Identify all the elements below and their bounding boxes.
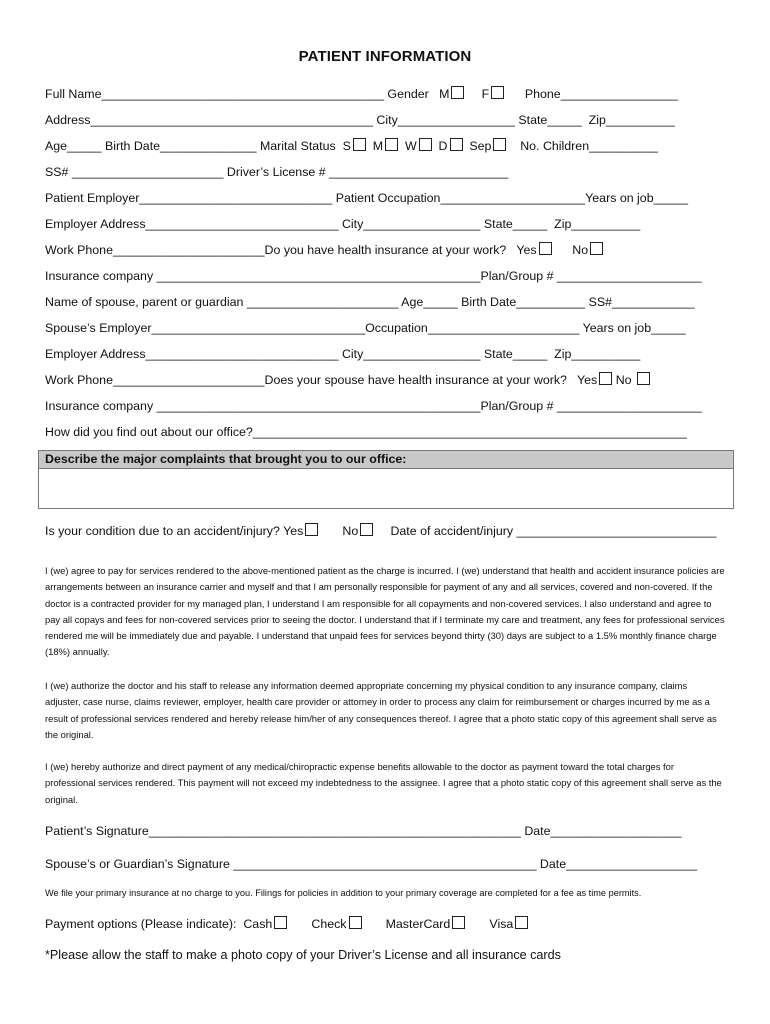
field-label: Full Name_________________________________________ Gender M xyxy=(45,87,450,101)
form-row[interactable] xyxy=(45,164,508,180)
checkbox[interactable] xyxy=(491,86,504,99)
checkbox[interactable] xyxy=(515,916,528,929)
field-label: Address_________________________________________ City_________________ State_____ Zip__________ xyxy=(45,113,675,127)
footer-note: *Please allow the staff to make a photo copy of your Driver’s License and all insurance cards xyxy=(45,948,561,962)
form-row[interactable] xyxy=(45,138,658,154)
checkbox[interactable] xyxy=(590,242,603,255)
payment-options-row xyxy=(45,916,528,932)
field-label: Name of spouse, parent or guardian ______________________ Age_____ Birth Date__________ SS#____________ xyxy=(45,295,695,309)
form-row[interactable] xyxy=(45,320,686,336)
field-label: Insurance company _______________________________________________Plan/Group # _____________________ xyxy=(45,399,702,413)
complaints-header: Describe the major complaints that brought you to our office: xyxy=(39,451,733,469)
field-label: Employer Address____________________________ City_________________ State_____ Zip__________ xyxy=(45,217,641,231)
form-row[interactable] xyxy=(45,112,675,128)
field-label: Visa xyxy=(465,917,514,931)
form-row[interactable] xyxy=(45,372,650,388)
assignment-paragraph: I (we) hereby authorize and direct payment of any medical/chiropractic expense benefits allowable to the doctor as payment toward the total charges for professional services rendered. This payment will not exceed my indebtedness to the assignee. I agree that a photo static copy of this agreement shall serve as the original. xyxy=(45,761,722,805)
field-label: Phone_________________ xyxy=(504,87,678,101)
patient-signature-line[interactable]: Patient’s Signature______________________________________________________ Date___________________ xyxy=(45,824,682,838)
field-label: MasterCard xyxy=(361,917,451,931)
field-label: Sep xyxy=(462,139,492,153)
checkbox[interactable] xyxy=(274,916,287,929)
form-row[interactable] xyxy=(45,424,687,440)
checkbox[interactable] xyxy=(419,138,432,151)
checkbox[interactable] xyxy=(360,523,373,536)
form-row[interactable] xyxy=(45,86,678,102)
checkbox[interactable] xyxy=(452,916,465,929)
field-label: Date of accident/injury _____________________________ xyxy=(373,524,717,538)
field-label: M xyxy=(365,139,384,153)
field-label: Patient Employer____________________________ Patient Occupation_____________________Years on job_____ xyxy=(45,191,689,205)
field-label: D xyxy=(431,139,448,153)
field-label: No xyxy=(318,524,359,538)
field-label: Employer Address____________________________ City_________________ State_____ Zip__________ xyxy=(45,347,641,361)
checkbox[interactable] xyxy=(349,916,362,929)
field-label: How did you find out about our office?_______________________________________________________________ xyxy=(45,425,687,439)
form-row[interactable] xyxy=(45,294,695,310)
field-label: Is your condition due to an accident/injury? Yes xyxy=(45,524,304,538)
checkbox[interactable] xyxy=(385,138,398,151)
spouse-signature-line[interactable]: Spouse’s or Guardian’s Signature ____________________________________________ Date___________________ xyxy=(45,857,698,871)
authorization-paragraph: I (we) authorize the doctor and his staff to release any information deemed appropriate concerning my physical condition to any insurance company, claims adjuster, case nurse, claims reviewer, employer, health care provider or attorney in order to process any claim for reimbursement or charges incurred by me as a result of professional services rendered and hereby release him/her of any consequences thereof. I agree that a photo static copy of this agreement shall serve as the original. xyxy=(45,680,717,740)
field-label: Insurance company _______________________________________________Plan/Group # _____________________ xyxy=(45,269,702,283)
field-label: Age_____ Birth Date______________ Marital Status S xyxy=(45,139,351,153)
checkbox[interactable] xyxy=(493,138,506,151)
form-row[interactable] xyxy=(45,346,640,362)
field-label: Spouse’s Employer_______________________________Occupation______________________ Years on job_____ xyxy=(45,321,686,335)
payment-agreement-paragraph: I (we) agree to pay for services rendered to the above-mentioned patient as the charge is incurred. I (we) understand that health and accident insurance policies are arrangements between an insurance carrier and myself and that I am personally responsible for payment of any and all services, covered and non-covered. If the doctor is a contracted provider for my managed plan, I understand I am responsible for all copayments and non-covered services. I also understand and agree to pay all copays and fees for non-covered services prior to seeing the doctor. I understand that if I terminate my care and treatment, any fees for professional services rendered me will be immediately due and payable. I understand that unpaid fees for services beyond thirty (30) days are subject to a 1.5% monthly finance charge (18%) annually. xyxy=(45,565,725,658)
insurance-note: We file your primary insurance at no charge to you. Filings for policies in addition to your primary coverage are completed for a fee as time permits. xyxy=(45,888,642,898)
field-label: No xyxy=(612,373,635,387)
field-label: Work Phone______________________Do you have health insurance at your work? Yes xyxy=(45,243,537,257)
field-label: F xyxy=(464,87,490,101)
checkbox[interactable] xyxy=(539,242,552,255)
checkbox[interactable] xyxy=(451,86,464,99)
field-label: Work Phone______________________Does your spouse have health insurance at your work? Yes xyxy=(45,373,598,387)
form-row[interactable] xyxy=(45,268,702,284)
accident-row xyxy=(45,523,716,539)
field-label: No. Children__________ xyxy=(506,139,659,153)
checkbox[interactable] xyxy=(637,372,650,385)
complaints-box xyxy=(38,450,734,509)
form-row[interactable] xyxy=(45,242,603,258)
checkbox[interactable] xyxy=(353,138,366,151)
field-label: W xyxy=(398,139,417,153)
form-row[interactable] xyxy=(45,398,702,414)
form-row[interactable] xyxy=(45,216,640,232)
complaints-input-area[interactable] xyxy=(39,469,733,508)
checkbox[interactable] xyxy=(450,138,463,151)
form-title: PATIENT INFORMATION xyxy=(298,48,472,65)
form-row[interactable] xyxy=(45,190,688,206)
field-label: SS# ______________________ Driver’s License # __________________________ xyxy=(45,165,509,179)
field-label: No xyxy=(551,243,589,257)
field-label: Check xyxy=(287,917,347,931)
checkbox[interactable] xyxy=(599,372,612,385)
checkbox[interactable] xyxy=(305,523,318,536)
field-label: Payment options (Please indicate): Cash xyxy=(45,917,273,931)
